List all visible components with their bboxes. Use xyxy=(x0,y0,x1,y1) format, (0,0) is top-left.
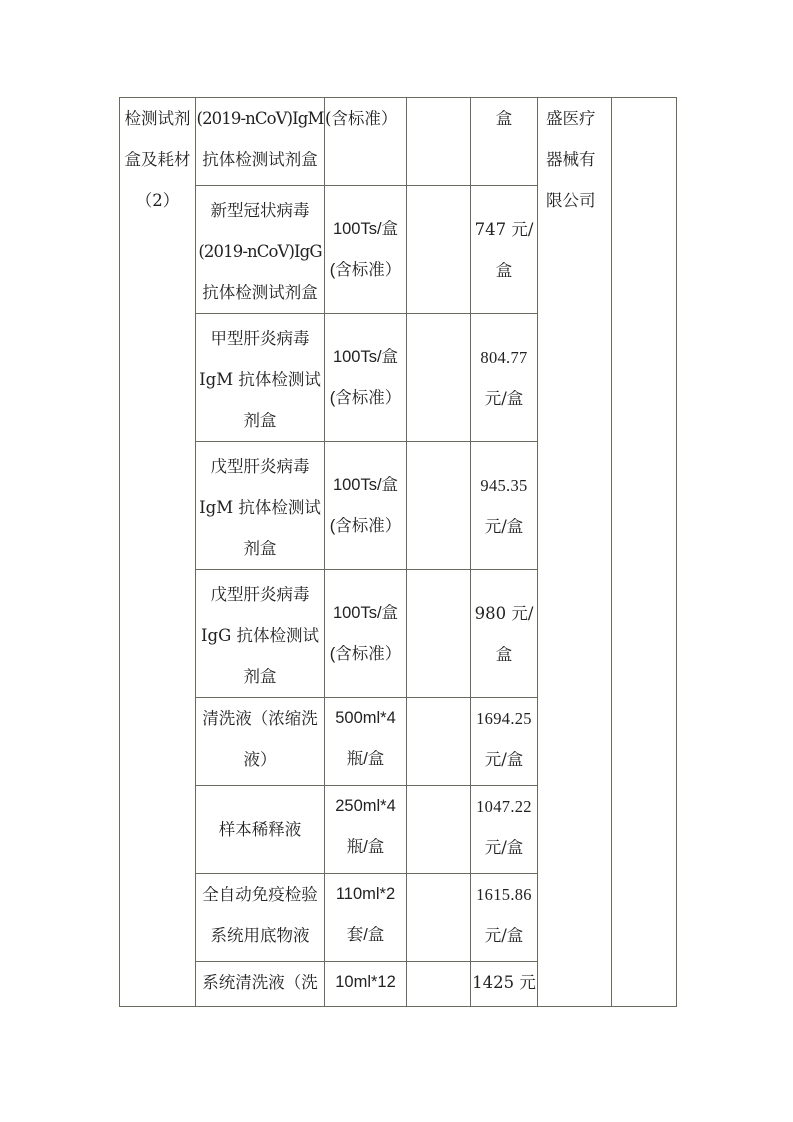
price-line: 元/盒 xyxy=(484,516,524,536)
empty-cell xyxy=(407,98,471,186)
product-name-cell xyxy=(196,98,325,186)
table-row xyxy=(120,98,677,186)
spec-line: (含标准） xyxy=(329,644,402,663)
spec-cell xyxy=(325,698,407,786)
price-line: 980 元/ xyxy=(474,603,534,623)
empty-cell xyxy=(407,962,471,1007)
category-cell xyxy=(120,98,196,1007)
price-line: 盒 xyxy=(495,260,513,280)
spec-cell xyxy=(325,98,407,186)
product-name-line: 抗体检测试剂盒 xyxy=(202,150,318,169)
product-name-cell xyxy=(196,874,325,962)
price-line: 1047.22 xyxy=(476,797,532,816)
price-cell xyxy=(471,786,538,874)
product-name-line: 液） xyxy=(243,750,277,769)
spec-line: 10ml*12 xyxy=(335,973,396,991)
spec-cell xyxy=(325,314,407,442)
spec-line: 套/盒 xyxy=(346,926,385,944)
spec-cell xyxy=(325,874,407,962)
category-line: （2） xyxy=(135,191,180,210)
product-name-line: IgG 抗体检测试 xyxy=(200,626,319,645)
spec-cell xyxy=(325,786,407,874)
product-name-line: 剂盒 xyxy=(243,539,277,558)
product-name-line: 剂盒 xyxy=(243,411,277,430)
product-name-line: (2019-nCoV)IgG xyxy=(198,242,322,261)
spec-line: 110ml*2 xyxy=(335,885,396,903)
price-line: 945.35 xyxy=(480,475,528,495)
spec-line: 100Ts/盒 xyxy=(332,219,399,238)
supplier-line: 限公司 xyxy=(546,191,596,210)
price-line: 747 元/ xyxy=(474,219,534,239)
spec-cell xyxy=(325,186,407,314)
spec-line: 250ml*4 xyxy=(335,797,396,815)
product-name-cell xyxy=(196,314,325,442)
price-cell xyxy=(471,570,538,698)
price-line: 盒 xyxy=(495,644,513,664)
price-cell xyxy=(471,314,538,442)
price-line: 804.77 xyxy=(480,347,528,367)
price-cell xyxy=(471,98,538,186)
product-name-line: IgM 抗体检测试 xyxy=(199,370,321,389)
product-name-line: 抗体检测试剂盒 xyxy=(202,283,318,302)
empty-cell xyxy=(407,874,471,962)
product-name-cell xyxy=(196,186,325,314)
product-name-line: 全自动免疫检验 xyxy=(202,885,318,904)
product-name-line: 清洗液（浓缩洗 xyxy=(202,709,318,728)
spec-cell xyxy=(325,570,407,698)
spec-line: 100Ts/盒 xyxy=(332,603,399,622)
empty-cell xyxy=(407,570,471,698)
empty-cell xyxy=(612,98,677,1007)
product-name-line: 剂盒 xyxy=(243,667,277,686)
product-name-line: IgM 抗体检测试 xyxy=(199,498,321,517)
product-name-line: 戊型肝炎病毒 xyxy=(210,585,310,604)
spec-line: 瓶/盒 xyxy=(346,838,385,856)
price-line: 盒 xyxy=(495,109,513,128)
empty-cell xyxy=(407,786,471,874)
spec-line: 瓶/盒 xyxy=(346,750,385,768)
price-cell xyxy=(471,874,538,962)
product-name-line: 系统用底物液 xyxy=(210,926,310,945)
spec-cell xyxy=(325,442,407,570)
price-cell xyxy=(471,962,538,1007)
price-line: 元/盒 xyxy=(484,926,524,945)
product-name-line: 甲型肝炎病毒 xyxy=(210,329,310,348)
product-name-cell xyxy=(196,698,325,786)
category-line: 检测试剂 xyxy=(124,109,191,128)
price-line: 元/盒 xyxy=(484,750,524,769)
spec-line: (含标准） xyxy=(329,260,402,279)
category-line: 盒及耗材 xyxy=(124,150,191,169)
supplier-line: 器械有 xyxy=(546,150,596,169)
product-name-cell xyxy=(196,786,325,874)
product-name-line: 新型冠状病毒 xyxy=(210,201,310,220)
product-name-cell xyxy=(196,962,325,1007)
spec-cell xyxy=(325,962,407,1007)
supplier-line: 盛医疗 xyxy=(546,109,596,128)
price-line: 1694.25 xyxy=(476,709,532,728)
supplier-cell xyxy=(538,98,612,1007)
price-table xyxy=(119,97,677,1007)
product-name-line: 系统清洗液（洗 xyxy=(202,973,318,992)
price-line: 1615.86 xyxy=(476,885,532,904)
product-name-cell xyxy=(196,570,325,698)
product-name-line: (2019-nCoV)IgM xyxy=(196,109,324,128)
price-cell xyxy=(471,442,538,570)
product-name-line: 戊型肝炎病毒 xyxy=(210,457,310,476)
spec-line: (含标准） xyxy=(329,516,402,535)
spec-line: 100Ts/盒 xyxy=(332,475,399,494)
price-cell xyxy=(471,698,538,786)
spec-line: (含标准） xyxy=(325,109,398,128)
empty-cell xyxy=(407,442,471,570)
empty-cell xyxy=(407,314,471,442)
empty-cell xyxy=(407,186,471,314)
spec-line: 100Ts/盒 xyxy=(332,347,399,366)
price-cell xyxy=(471,186,538,314)
spec-line: (含标准） xyxy=(329,388,402,407)
price-line: 元/盒 xyxy=(484,388,524,408)
product-name-cell xyxy=(196,442,325,570)
spec-line: 500ml*4 xyxy=(335,709,396,727)
price-line: 元/盒 xyxy=(484,838,524,857)
empty-cell xyxy=(407,698,471,786)
price-line: 1425 元 xyxy=(472,973,536,992)
product-name-line: 样本稀释液 xyxy=(218,820,302,839)
